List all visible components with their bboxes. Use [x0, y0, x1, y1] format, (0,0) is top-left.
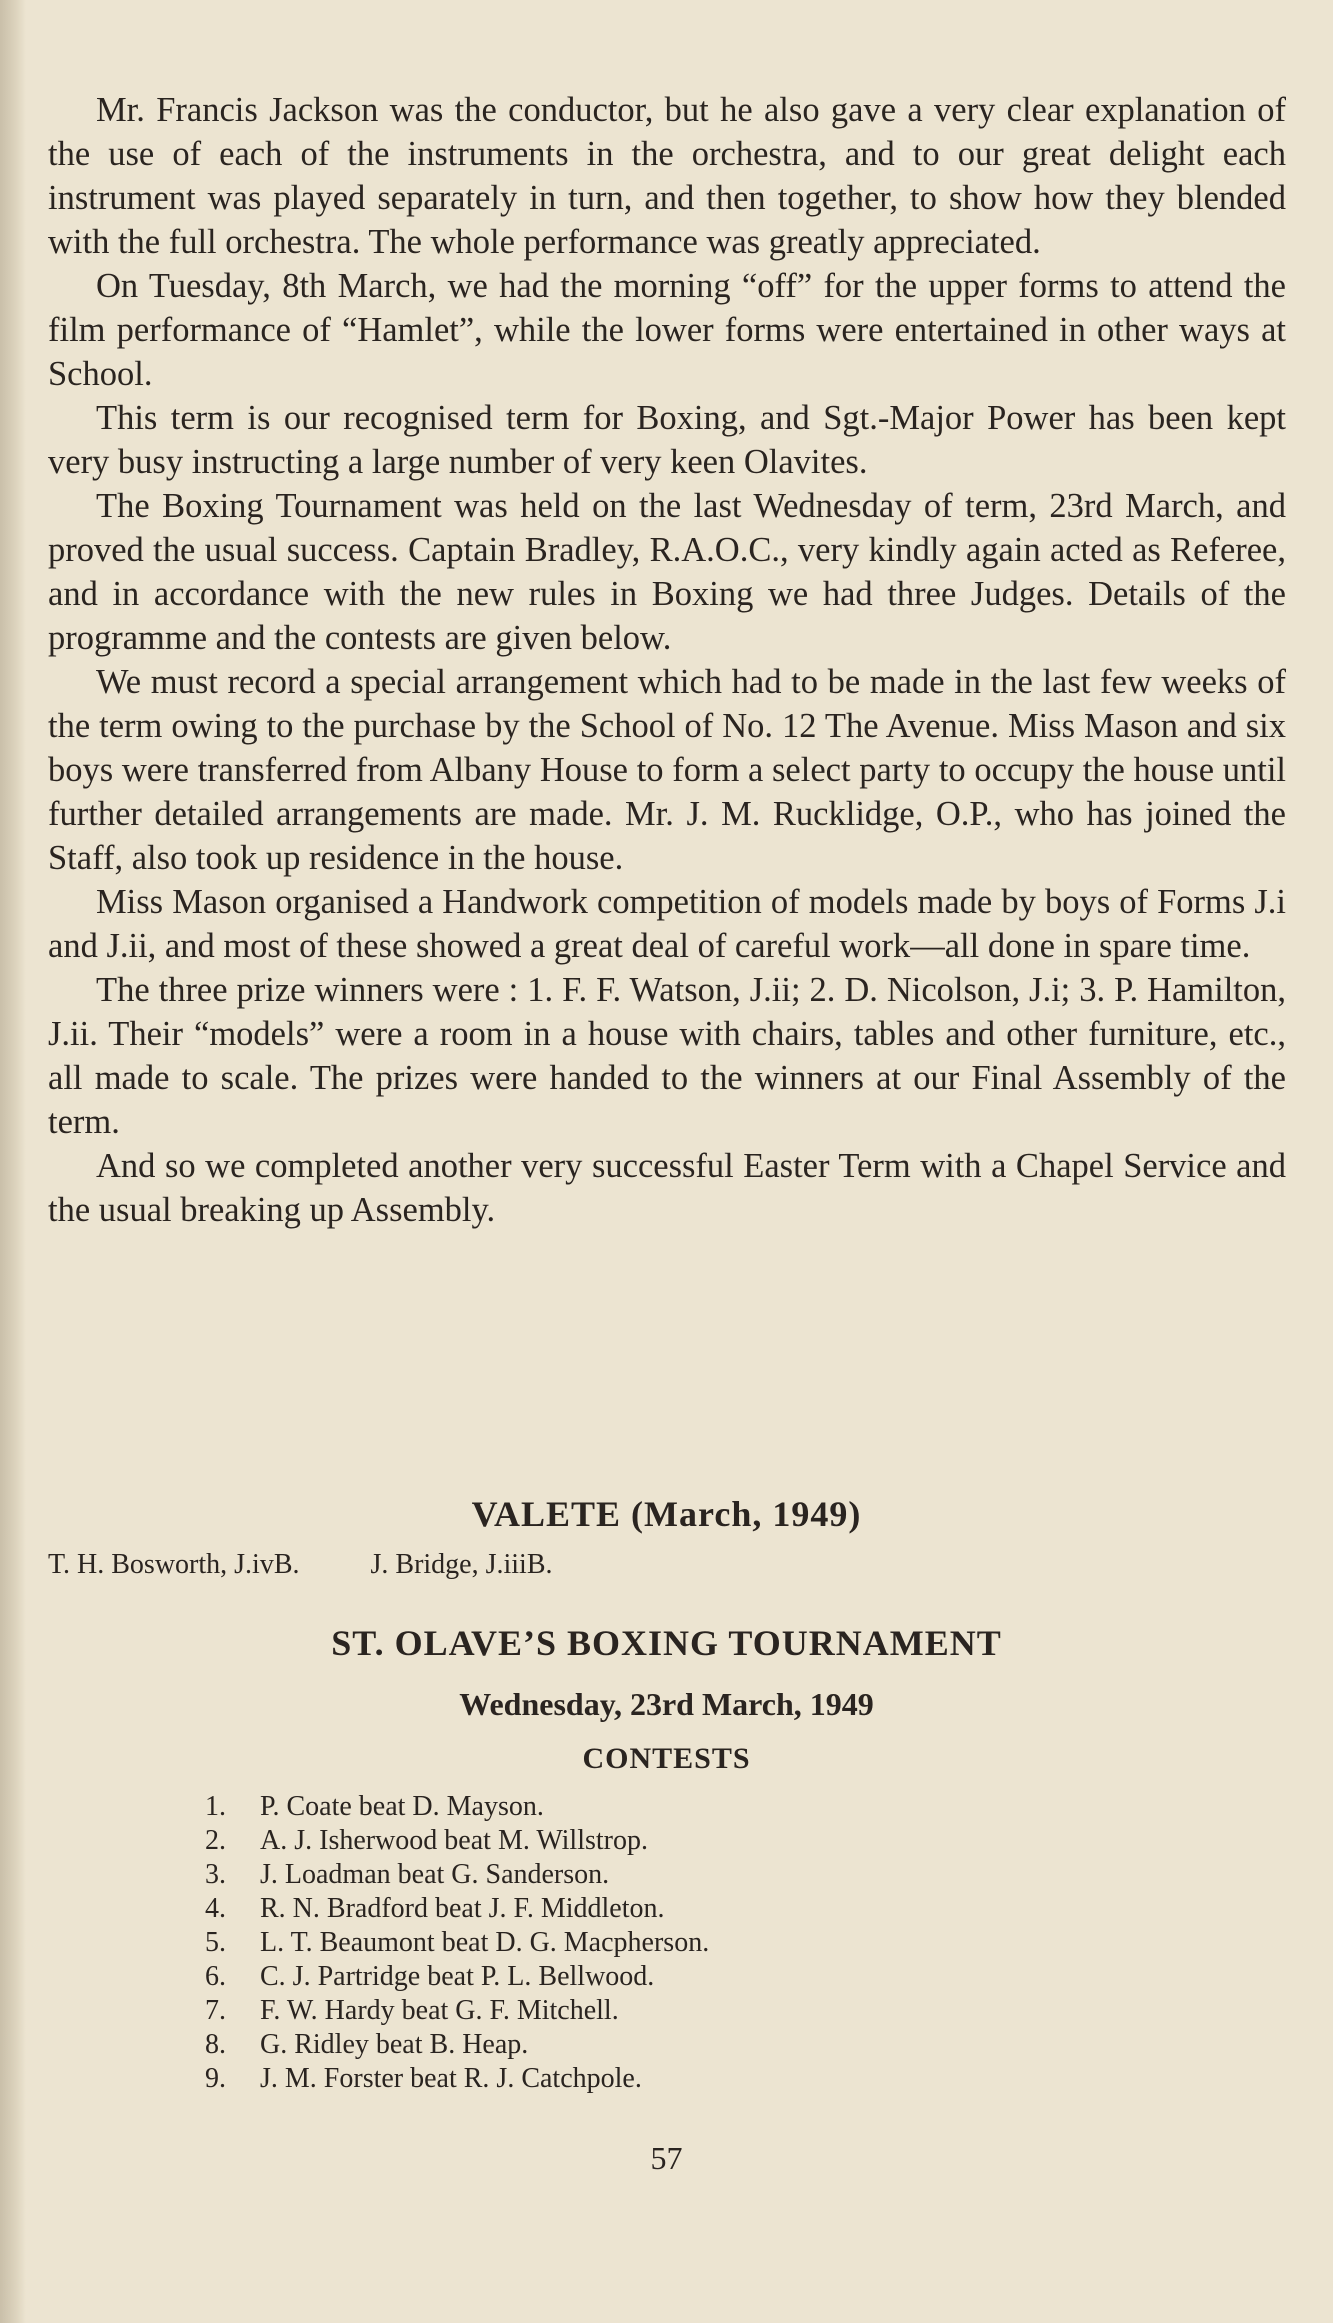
paragraph-hamlet: On Tuesday, 8th March, we had the morning “off” for the upper forms to attend the film performance of “Hamlet”, while the lower forms were entertained in other ways at School.	[48, 267, 1286, 393]
list-item	[196, 1926, 709, 1960]
contest-number: 9.	[205, 2063, 226, 2094]
paragraph-handwork: Miss Mason organised a Handwork competition of models made by boys of Forms J.i and J.ii, and most of these showed a great deal of careful work—all done in spare time.	[48, 883, 1286, 965]
contest-number: 6.	[205, 1961, 226, 1992]
contest-result: R. N. Bradford beat J. F. Middleton.	[260, 1893, 665, 1924]
valete-heading: VALETE (March, 1949)	[471, 1494, 862, 1534]
list-item	[196, 1858, 709, 1892]
paragraph-boxing-tournament: The Boxing Tournament was held on the last Wednesday of term, 23rd March, and proved the usual success. Captain Bradley, R.A.O.C., very kindly again acted as Referee, and in accordance with the new rules in Boxing we had three Judges. Details of the programme and the contests are given below.	[48, 487, 1286, 657]
page-binding-shadow	[0, 0, 26, 2323]
contest-number: 5.	[205, 1927, 226, 1958]
list-item	[196, 1824, 709, 1858]
paragraph-conclusion: And so we completed another very successful Easter Term with a Chapel Service and the usual breaking up Assembly.	[48, 1147, 1286, 1229]
paragraph-prize-winners: The three prize winners were : 1. F. F. Watson, J.ii; 2. D. Nicolson, J.i; 3. P. Hamilton, J.ii. Their “models” were a room in a house with chairs, tables and other furniture, etc., all made to scale. The prizes were handed to the winners at our Final Assembly of the term.	[48, 971, 1286, 1141]
contest-result: L. T. Beaumont beat D. G. Macpherson.	[260, 1927, 710, 1958]
list-item	[196, 1790, 709, 1824]
page-number: 57	[650, 2140, 683, 2176]
paragraph-boxing-term: This term is our recognised term for Boxing, and Sgt.-Major Power has been kept very busy instructing a large number of very keen Olavites.	[48, 399, 1286, 481]
contest-result: F. W. Hardy beat G. F. Mitchell.	[260, 1995, 619, 2026]
contest-result: J. M. Forster beat R. J. Catchpole.	[260, 2063, 642, 2094]
valete-name: J. Bridge, J.iiiB.	[370, 1549, 553, 1580]
valete-names	[48, 1548, 553, 1582]
contest-result: A. J. Isherwood beat M. Willstrop.	[260, 1825, 648, 1856]
contests-heading: CONTESTS	[582, 1742, 751, 1775]
contest-number: 1.	[205, 1791, 226, 1822]
contest-number: 2.	[205, 1825, 226, 1856]
contests-list	[196, 1790, 709, 2096]
contest-result: G. Ridley beat B. Heap.	[260, 2029, 529, 2060]
list-item	[196, 1994, 709, 2028]
list-item	[196, 2062, 709, 2096]
contest-number: 4.	[205, 1893, 226, 1924]
list-item	[196, 1960, 709, 1994]
list-item	[196, 1892, 709, 1926]
body-text	[48, 88, 1286, 1232]
list-item	[196, 2028, 709, 2062]
contest-number: 7.	[205, 1995, 226, 2026]
paragraph-concert: Mr. Francis Jackson was the conductor, but he also gave a very clear explanation of the use of each of the instruments in the orchestra, and to our great delight each instrument was played separately in turn, and then together, to show how they blended with the full orchestra. The whole performance was greatly appreciated.	[48, 91, 1286, 261]
tournament-date: Wednesday, 23rd March, 1949	[459, 1686, 874, 1722]
contest-result: C. J. Partridge beat P. L. Bellwood.	[260, 1961, 655, 1992]
contest-number: 3.	[205, 1859, 226, 1890]
paragraph-avenue-arrangement: We must record a special arrangement which had to be made in the last few weeks of the term owing to the purchase by the School of No. 12 The Avenue. Miss Mason and six boys were transferred from Albany House to form a select party to occupy the house until further detailed arrangements are made. Mr. J. M. Rucklidge, O.P., who has joined the Staff, also took up residence in the house.	[48, 663, 1286, 877]
contest-result: P. Coate beat D. Mayson.	[260, 1791, 544, 1822]
valete-name: T. H. Bosworth, J.ivB.	[48, 1549, 300, 1580]
contest-result: J. Loadman beat G. Sanderson.	[260, 1859, 610, 1890]
contest-number: 8.	[205, 2029, 226, 2060]
tournament-heading: ST. OLAVE’S BOXING TOURNAMENT	[331, 1623, 1002, 1663]
